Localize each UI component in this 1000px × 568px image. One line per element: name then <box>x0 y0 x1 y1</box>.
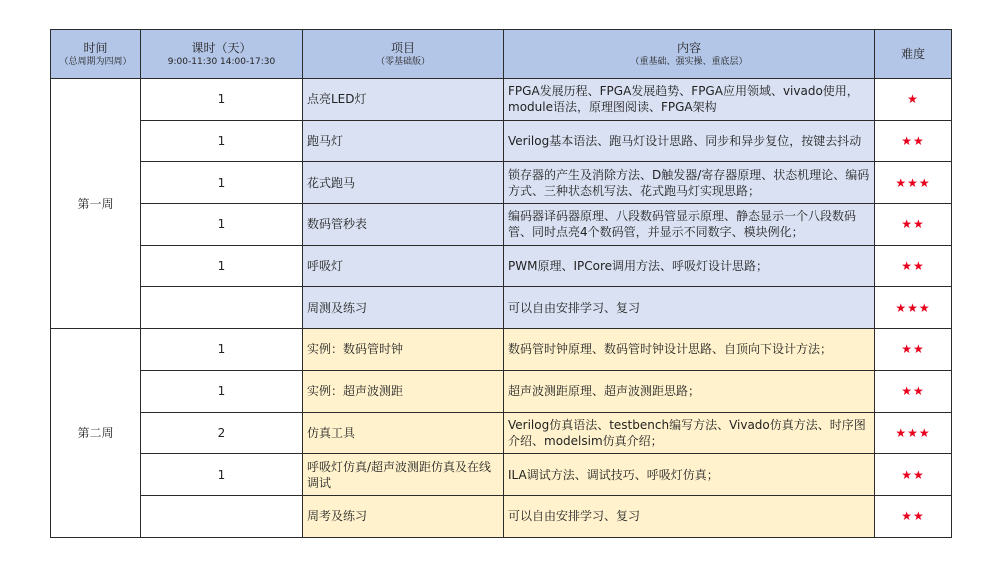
table-row <box>51 287 952 329</box>
hours-cell: 1 <box>141 329 303 371</box>
header-content <box>504 30 875 79</box>
content-cell: 数码管时钟原理、数码管时钟设计思路、自顶向下设计方法； <box>504 329 875 371</box>
difficulty-stars: ★★ <box>875 454 952 496</box>
content-cell: 锁存器的产生及消除方法、D触发器/寄存器原理、状态机理论、编码方式、三种状态机写法、花式跑马灯实现思路； <box>504 162 875 204</box>
course-schedule-table <box>50 29 952 538</box>
project-cell: 呼吸灯仿真/超声波测距仿真及在线调试 <box>303 454 504 496</box>
difficulty-stars: ★★★ <box>875 287 952 329</box>
content-cell: FPGA发展历程、FPGA发展趋势、FPGA应用领域、vivado使用，module语法，原理图阅读、FPGA架构 <box>504 79 875 121</box>
hours-cell: 1 <box>141 454 303 496</box>
project-cell: 呼吸灯 <box>303 245 504 287</box>
content-cell: 可以自由安排学习、复习 <box>504 495 875 537</box>
hours-cell: 1 <box>141 79 303 121</box>
project-cell: 数码管秒表 <box>303 204 504 246</box>
difficulty-stars: ★★ <box>875 370 952 412</box>
difficulty-stars: ★★★ <box>875 162 952 204</box>
difficulty-stars: ★★ <box>875 204 952 246</box>
difficulty-stars: ★ <box>875 79 952 121</box>
header-content-label: 内容 <box>676 40 701 55</box>
project-cell: 实例：超声波测距 <box>303 370 504 412</box>
week-cell: 第一周 <box>51 79 141 329</box>
table-row <box>51 412 952 454</box>
content-cell: Verilog基本语法、跑马灯设计思路、同步和异步复位，按键去抖动 <box>504 120 875 162</box>
hours-cell: 1 <box>141 370 303 412</box>
difficulty-stars: ★★★ <box>875 412 952 454</box>
header-content-sub: （重基础、强实操、重底层） <box>630 56 748 67</box>
table-row <box>51 162 952 204</box>
header-project <box>303 30 504 79</box>
header-project-label: 项目 <box>390 40 415 55</box>
project-cell: 花式跑马 <box>303 162 504 204</box>
difficulty-stars: ★★ <box>875 329 952 371</box>
content-cell: Verilog仿真语法、testbench编写方法、Vivado仿真方法、时序图介绍、modelsim仿真介绍； <box>504 412 875 454</box>
project-cell: 跑马灯 <box>303 120 504 162</box>
difficulty-stars: ★★ <box>875 120 952 162</box>
header-week-sub: （总周期为四周） <box>59 56 132 67</box>
header-hours <box>141 30 303 79</box>
content-cell: PWM原理、IPCore调用方法、呼吸灯设计思路； <box>504 245 875 287</box>
table-row <box>51 245 952 287</box>
header-hours-sub: 9:00-11:30 14:00-17:30 <box>167 56 276 67</box>
project-cell: 点亮LED灯 <box>303 79 504 121</box>
header-week-label: 时间 <box>83 40 108 55</box>
content-cell: 超声波测距原理、超声波测距思路； <box>504 370 875 412</box>
project-cell: 周考及练习 <box>303 495 504 537</box>
content-cell: 可以自由安排学习、复习 <box>504 287 875 329</box>
table-row <box>51 329 952 371</box>
header-hours-label: 课时（天） <box>191 40 252 55</box>
table-row <box>51 495 952 537</box>
hours-cell: 1 <box>141 245 303 287</box>
table-row <box>51 204 952 246</box>
difficulty-stars: ★★ <box>875 495 952 537</box>
header-difficulty-label: 难度 <box>900 47 925 61</box>
week-cell: 第二周 <box>51 329 141 537</box>
project-cell: 实例：数码管时钟 <box>303 329 504 371</box>
table-row <box>51 454 952 496</box>
hours-cell <box>141 495 303 537</box>
header-week <box>51 30 141 79</box>
table-header-row <box>51 30 952 79</box>
project-cell: 周测及练习 <box>303 287 504 329</box>
project-cell: 仿真工具 <box>303 412 504 454</box>
hours-cell: 2 <box>141 412 303 454</box>
table-row <box>51 120 952 162</box>
content-cell: 编码器译码器原理、八段数码管显示原理、静态显示一个八段数码管、同时点亮4个数码管，并显示不同数字、模块例化； <box>504 204 875 246</box>
difficulty-stars: ★★ <box>875 245 952 287</box>
content-cell: ILA调试方法、调试技巧、呼吸灯仿真； <box>504 454 875 496</box>
table-row <box>51 79 952 121</box>
hours-cell: 1 <box>141 120 303 162</box>
hours-cell <box>141 287 303 329</box>
hours-cell: 1 <box>141 204 303 246</box>
header-difficulty <box>875 30 952 79</box>
header-project-sub: （零基础版） <box>375 56 430 67</box>
hours-cell: 1 <box>141 162 303 204</box>
table-row <box>51 370 952 412</box>
